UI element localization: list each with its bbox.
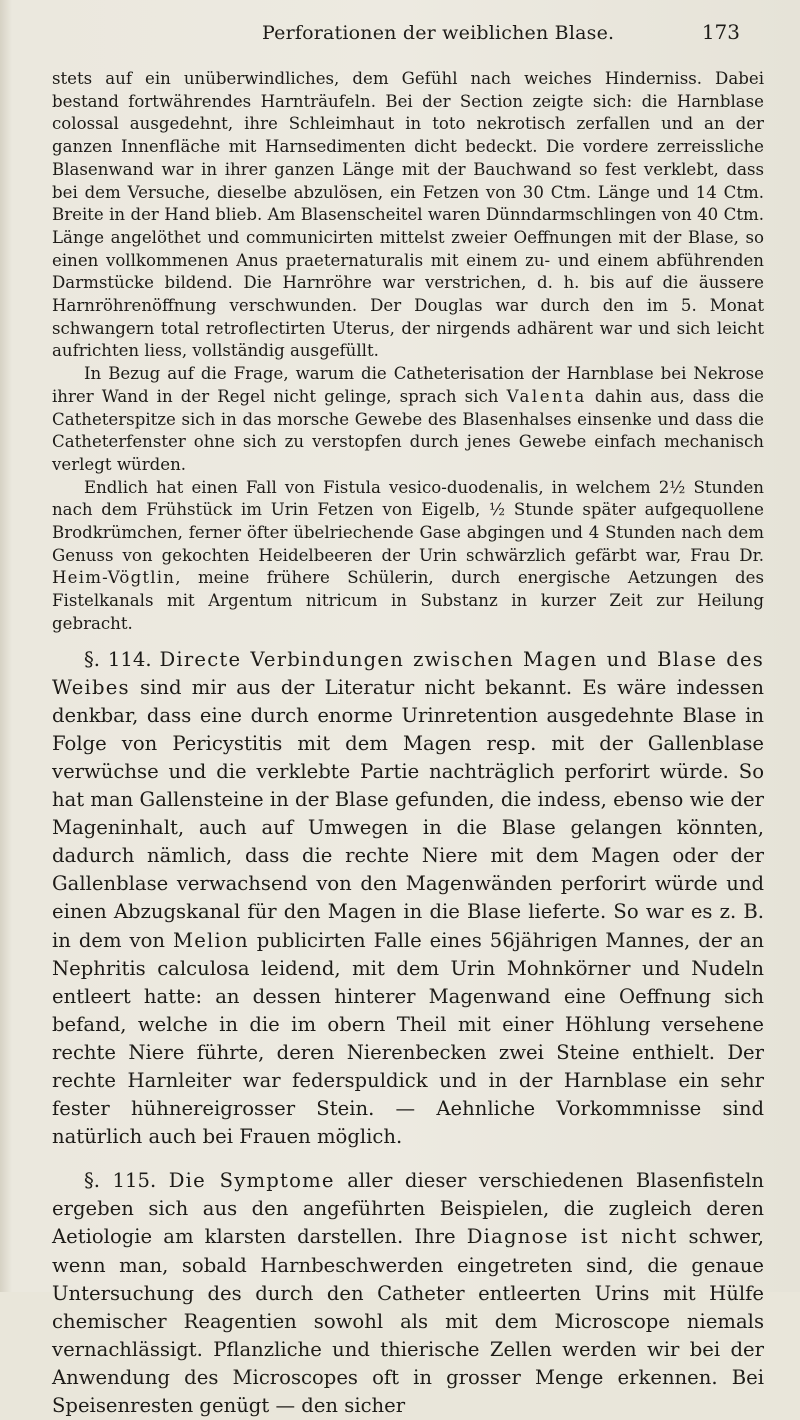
- author-name: Heim-Vögtlin: [52, 568, 176, 588]
- paragraph-catheterisation: In Bezug auf die Frage, warum die Catheterisation der Harnblase bei Nekrose ihrer Wand in der Regel nicht gelinge, sprach sich Valenta dahin aus, dass die Catheterspitze sich in das morsche Gewebe des Blasenhalses einsenke und dass die Catheterfenster ohne sich zu verstopfen durch jenes Gewebe einfach mechanisch verlegt würden.: [52, 364, 765, 474]
- author-name: Melion: [172, 928, 249, 952]
- paragraph-section-114: §. 114. Directe Verbindungen zwischen Magen und Blase des Weibes sind mir aus der Literatur nicht bekannt. Es wäre indessen denkbar, dass eine durch enorme Urinretention ausgedehnte Blase in Folge von Pericystitis mit dem Magen resp. mit der Gallenblase verwüchse und die verklebte Partie nachträglich perforirt würde. So hat man Gallensteine in der Blase gefunden, die indess, ebenso wie der Mageninhalt, auch auf Umwegen in die Blase gelangen könnten, dadurch nämlich, dass die rechte Niere mit dem Magen oder der Gallenblase verwachsend von den Magenwänden perforirt würde und einen Abzugskanal für den Magen in die Blase lieferte. So war es z. B. in dem von Melion publicirten Falle eines 56jährigen Mannes, der an Nephritis calculosa leidend, mit dem Urin Mohnkörner und Nudeln entleert hatte: an dessen hinterer Magenwand eine Oeffnung sich befand, welche in die im obern Theil mit einer Höhlung versehene rechte Niere führte, deren Nierenbecken zwei Steine enthielt. Der rechte Harnleiter war federspuldick und in der Harnblase ein sehr fester hühnereigrosser Stein. — Aehnliche Vorkommnisse sind natürlich auch bei Frauen möglich.: [52, 647, 765, 1149]
- body-text: [52, 68, 764, 1420]
- section-heading: Directe Verbindungen zwischen Magen und Blase des Weibes: [52, 647, 765, 699]
- paragraph-text: stets auf ein unüberwindliches, dem Gefühl nach weiches Hinderniss. Dabei bestand fortwährendes Harnträufeln. Bei der Section zeigte sich: die Harnblase colossal ausgedehnt, ihre Schleimhaut in toto nekrotisch zerfallen und an der ganzen Innenfläche mit Harnsedimenten dicht bedeckt. Die vordere zerreissliche Blasenwand war in ihrer ganzen Länge mit der Bauchwand so fest verklebt, dass bei dem Versuche, dieselbe abzulösen, ein Fetzen von 30 Ctm. Länge und 14 Ctm. Breite in der Hand blieb. Am Blasenscheitel waren Dünndarmschlingen von 40 Ctm. Länge angelöthet und communicirten mittelst zweier Oeffnungen mit der Blase, so einen vollkommenen Anus praeternaturalis mit einem zu- und einem abführenden Darmstücke bildend. Die Harnröhre war verstrichen, d. h. bis auf die äussere Harnröhrenöffnung verschwunden. Der Douglas war durch den im 5. Monat schwangern total retroflectirten Uterus, der nirgends adhärent war und sich leicht aufrichten liess, vollständig ausgefüllt.: [52, 69, 764, 361]
- page-number: 173: [701, 20, 740, 44]
- author-name: Valenta: [506, 386, 587, 406]
- section-number: §. 114.: [84, 647, 152, 671]
- section-heading: Die Symptome: [168, 1169, 335, 1193]
- section-number: §. 115.: [84, 1169, 157, 1193]
- emphasis-diagnose: Diagnose ist nicht: [466, 1225, 678, 1249]
- paragraph-section-115: §. 115. Die Symptome aller dieser verschiedenen Blasenfisteln ergeben sich aus den angeführten Beispielen, die zugleich deren Aetiologie am klarsten darstellen. Ihre Diagnose ist nicht schwer, wenn man, sobald Harnbeschwerden eingetreten sind, die genaue Untersuchung des durch den Catheter entleerten Urins mit Hülfe chemischer Reagentien sowohl als mit dem Microscope niemals vernachlässigt. Pflanzliche und thierische Zellen werden wir bei der Anwendung des Microscopes oft in grosser Menge erkennen. Bei Speisenresten genügt — den sicher: [52, 1169, 765, 1418]
- paragraph-case-report: [52, 68, 764, 363]
- running-title: Perforationen der weiblichen Blase.: [262, 22, 615, 44]
- page-header: [0, 18, 800, 50]
- paragraph-fistula-vesico-duodenalis: Endlich hat einen Fall von Fistula vesico-duodenalis, in welchem 2½ Stunden nach dem Frühstück im Urin Fetzen von Eigelb, ½ Stunde später aufgequollene Brodkrümchen, ferner öfter übelriechende Gase abgingen und 4 Stunden nach dem Genuss von gekochten Heidelbeeren der Urin schwärzlich gefärbt war, Frau Dr. Heim-Vögtlin, meine frühere Schülerin, durch energische Aetzungen des Fistelkanals mit Argentum nitricum in Substanz in kurzer Zeit zur Heilung gebracht.: [52, 477, 764, 633]
